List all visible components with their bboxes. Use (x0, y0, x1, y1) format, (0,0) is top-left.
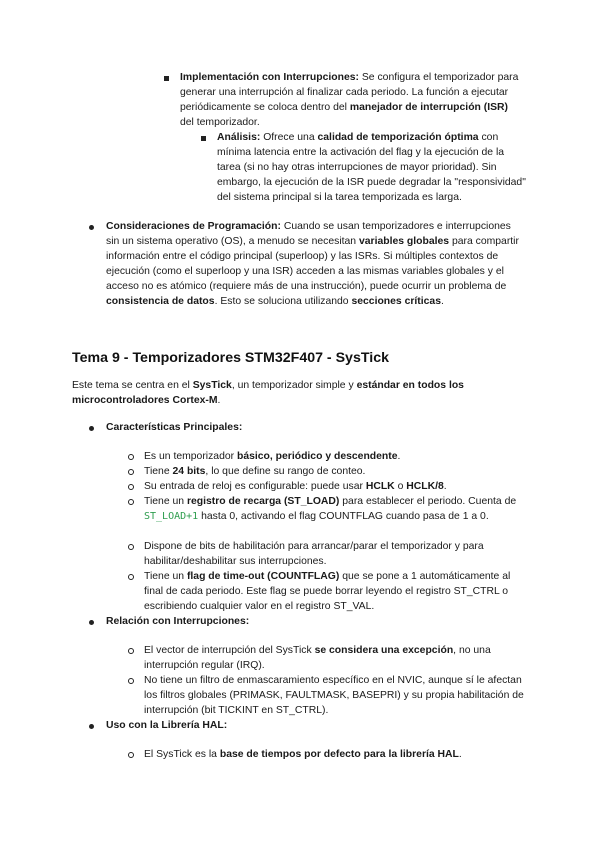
hal-heading: Uso con la Librería HAL: (106, 720, 228, 731)
bullet-icon (89, 225, 94, 230)
hollow-bullet-icon (128, 648, 134, 654)
section-title: Tema 9 - Temporizadores STM32F407 - SysTick (72, 350, 389, 366)
hollow-bullet-icon (128, 484, 134, 490)
square-bullet-icon (164, 76, 169, 81)
list-item: Tiene un registro de recarga (ST_LOAD) para establecer el periodo. Cuenta de ST_LOAD+1 hasta 0, activando el flag COUNTFLAG cuando pasa de 1 a 0. (144, 496, 517, 522)
bullet-icon (89, 620, 94, 625)
hollow-bullet-icon (128, 574, 134, 580)
hollow-bullet-icon (128, 544, 134, 550)
characteristics-heading: Características Principales: (106, 422, 243, 433)
list-item: Su entrada de reloj es configurable: puede usar HCLK o HCLK/8. (144, 481, 447, 492)
square-bullet-icon (201, 136, 206, 141)
list-item: Dispone de bits de habilitación para arrancar/parar el temporizador y para habilitar/deshabilitar sus interrupciones. (144, 541, 484, 567)
hollow-bullet-icon (128, 454, 134, 460)
list-item: El SysTick es la base de tiempos por defecto para la librería HAL. (144, 749, 462, 760)
list-item: Tiene un flag de time-out (COUNTFLAG) que se pone a 1 automáticamente al final de cada periodo. Este flag se puede borrar leyendo el registro ST_CTRL o escribiendo cualquier valor en el registro ST_VAL. (144, 571, 511, 612)
intro-paragraph: Este tema se centra en el SysTick, un temporizador simple y estándar en todos los microcontroladores Cortex-M. (72, 380, 464, 406)
hollow-bullet-icon (128, 678, 134, 684)
isr-item-title: Implementación con Interrupciones: (180, 72, 359, 83)
programming-considerations-item: Consideraciones de Programación: Cuando se usan temporizadores e interrupciones sin un sistema operativo (OS), a menudo se necesitan variables globales para compartir información entre el código principal (superloop) y las ISRs. Si múltiples contextos de ejecución (como el superloop y una ISR) acceden a las mismas variables globales y el acceso no es atómico (requiere más de una instrucción), puede ocurrir un problema de consistencia de datos. Esto se soluciona utilizando secciones críticas. (106, 221, 519, 307)
interrupts-heading: Relación con Interrupciones: (106, 616, 250, 627)
analysis-item-title: Análisis: (217, 132, 261, 143)
bullet-icon (89, 426, 94, 431)
hollow-bullet-icon (128, 499, 134, 505)
isr-implementation-item: Implementación con Interrupciones: Se configura el temporizador para generar una interrupción al finalizar cada periodo. La función a ejecutar periódicamente se coloca dentro del manejador de interrupción (ISR) del temporizador. (180, 72, 519, 128)
bullet-icon (89, 724, 94, 729)
list-item: Tiene 24 bits, lo que define su rango de conteo. (144, 466, 366, 477)
hollow-bullet-icon (128, 752, 134, 758)
list-item: Es un temporizador básico, periódico y descendente. (144, 451, 401, 462)
analysis-item: Análisis: Ofrece una calidad de temporización óptima con mínima latencia entre la activación del flag y la ejecución de la tarea (si no hay otras interrupciones de mayor prioridad). Sin embargo, la ejecución de la ISR puede degradar la "responsividad" del sistema principal si la tarea temporizada es larga. (217, 132, 526, 203)
hollow-bullet-icon (128, 469, 134, 475)
list-item: No tiene un filtro de enmascaramiento específico en el NVIC, aunque sí le afectan los filtros globales (PRIMASK, FAULTMASK, BASEPRI) y su propia habilitación de interrupción (bit TICKINT en ST_CTRL). (144, 675, 524, 716)
code-st-load: ST_LOAD+1 (144, 511, 199, 522)
list-item: El vector de interrupción del SysTick se considera una excepción, no una interrupción regular (IRQ). (144, 645, 491, 671)
programming-item-title: Consideraciones de Programación: (106, 221, 281, 232)
